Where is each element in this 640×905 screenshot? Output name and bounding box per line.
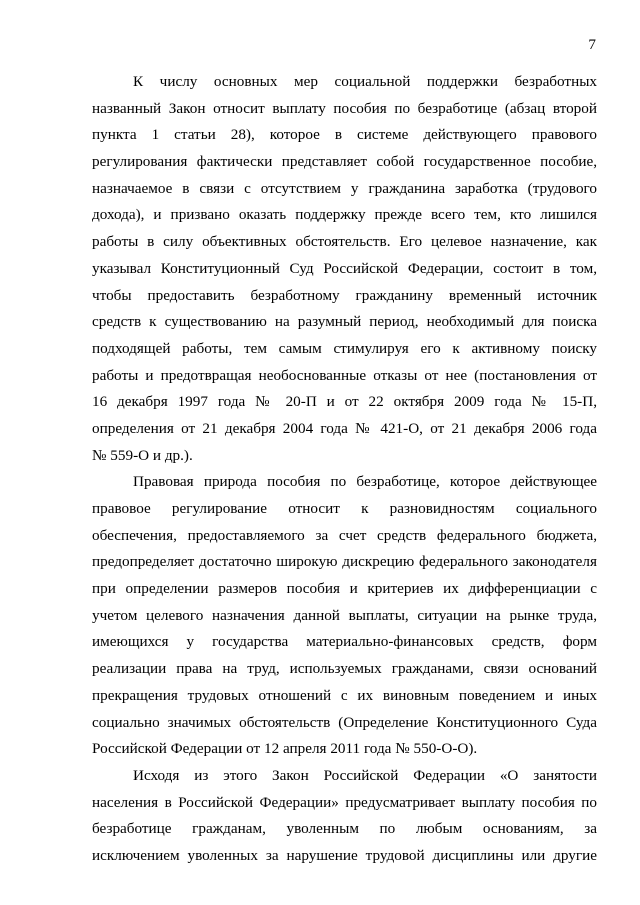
- text-line: чтобы предоставить безработному гражданину временный источник: [92, 286, 597, 304]
- text-line: № 559-О и др.).: [92, 446, 193, 464]
- text-line: названный Закон относит выплату пособия по безработице (абзац второй: [92, 99, 597, 117]
- text-line: работы и предотвращая необоснованные отказы от нее (постановления от: [92, 366, 597, 384]
- text-line: учетом целевого назначения данной выплаты, ситуации на рынке труда,: [92, 606, 597, 624]
- text-line: обеспечения, предоставляемого за счет средств федерального бюджета,: [92, 526, 597, 544]
- text-line: Российской Федерации от 12 апреля 2011 года № 550-О-О).: [92, 740, 478, 758]
- text-line: прекращения трудовых отношений с их виновным поведением и иных: [92, 686, 597, 704]
- text-line: определения от 21 декабря 2004 года № 421-О, от 21 декабря 2006 года: [92, 419, 597, 437]
- text-line: К числу основных мер социальной поддержки безработных: [133, 73, 597, 90]
- text-line: дохода), и призвано оказать поддержку прежде всего тем, кто лишился: [92, 206, 597, 224]
- text-line: пункта 1 статьи 28), которое в системе действующего правового: [92, 126, 597, 144]
- text-line: назначаемое в связи с отсутствием у гражданина заработка (трудового: [92, 179, 597, 197]
- text-line: Правовая природа пособия по безработице, которое действующее: [133, 473, 597, 491]
- text-line: подходящей работы, тем самым стимулируя его к активному поиску: [92, 339, 597, 357]
- text-line: работы в силу объективных обстоятельств. Его целевое назначение, как: [92, 233, 597, 251]
- paragraph-2: [92, 469, 597, 763]
- paragraph-1: [92, 69, 597, 469]
- document-body: [92, 69, 597, 870]
- text-line: исключением уволенных за нарушение трудовой дисциплины или другие: [92, 846, 597, 864]
- text-line: правовое регулирование относит к разновидностям социального: [92, 500, 597, 517]
- text-line: 16 декабря 1997 года № 20-П и от 22 октября 2009 года № 15-П,: [92, 393, 597, 411]
- page-number: 7: [588, 36, 596, 53]
- text-line: при определении размеров пособия и критериев их дифференциации с: [92, 580, 597, 598]
- text-line: предопределяет достаточно широкую дискрецию федерального законодателя: [92, 553, 597, 571]
- text-line: социально значимых обстоятельств (Определение Конституционного Суда: [92, 713, 597, 731]
- paragraph-3: [92, 763, 597, 870]
- text-line: населения в Российской Федерации» предусматривает выплату пособия по: [92, 793, 597, 811]
- text-line: Исходя из этого Закон Российской Федерации «О занятости: [133, 766, 597, 784]
- text-line: безработице гражданам, уволенным по любым основаниям, за: [92, 820, 597, 838]
- text-line: указывал Конституционный Суд Российской Федерации, состоит в том,: [92, 259, 597, 277]
- text-line: средств к существованию на разумный период, необходимый для поиска: [92, 313, 597, 331]
- text-line: регулирования фактически представляет собой государственное пособие,: [92, 153, 597, 171]
- text-line: реализации права на труд, используемых гражданами, связи оснований: [92, 660, 597, 678]
- text-line: имеющихся у государства материально-финансовых средств, форм: [92, 633, 597, 651]
